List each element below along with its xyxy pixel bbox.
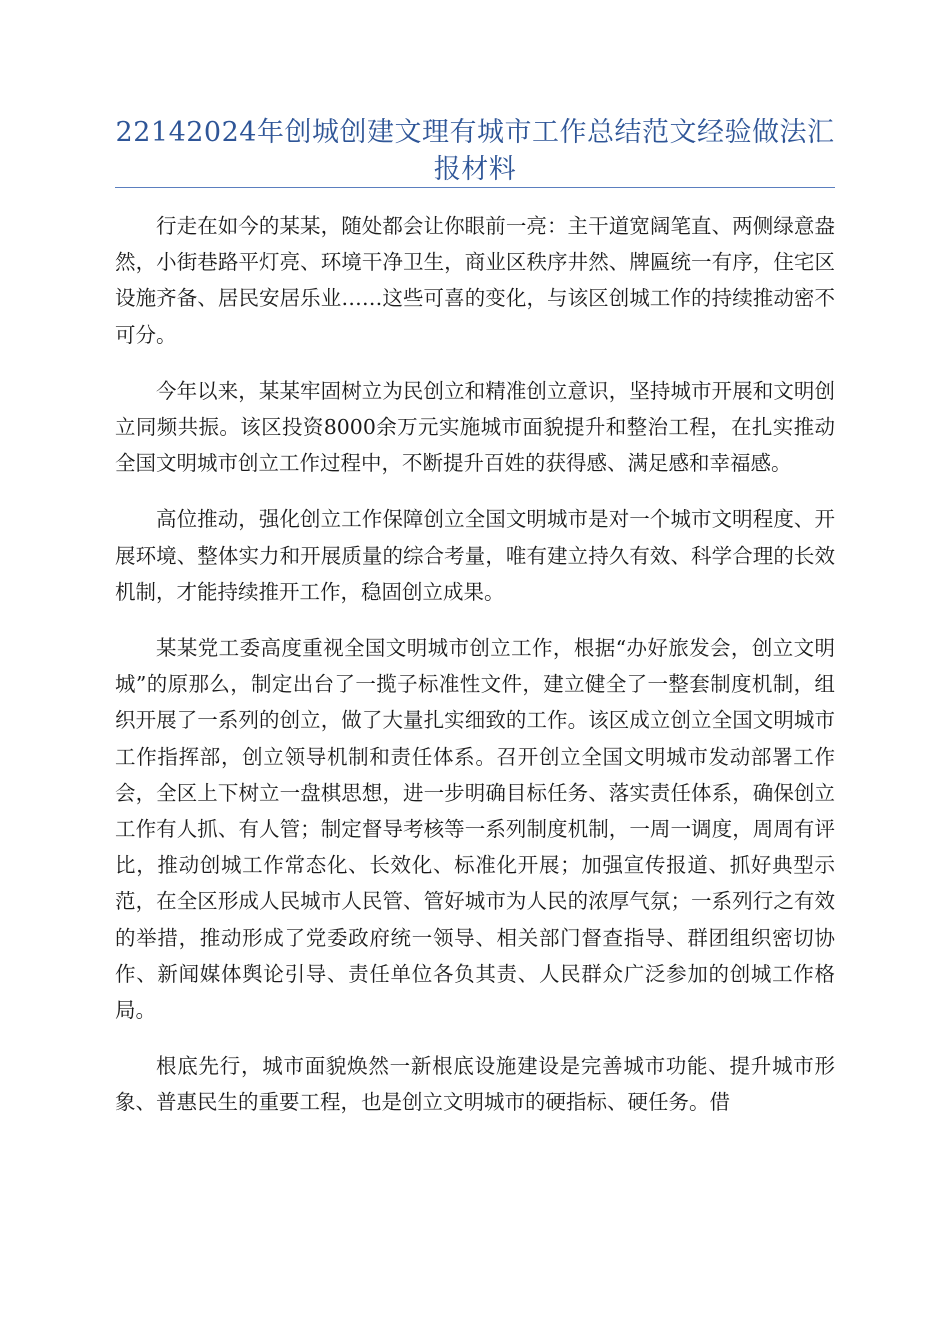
paragraph-4: 某某党工委高度重视全国文明城市创立工作，根据“办好旅发会，创立文明城”的原那么，制定出台了一揽子标准性文件，建立健全了一整套制度机制，组织开展了一系列的创立，做了大量扎实细致的工作。该区成立创立全国文明城市工作指挥部，创立领导机制和责任体系。召开创立全国文明城市发动部署工作会，全区上下树立一盘棋思想，进一步明确目标任务、落实责任体系，确保创立工作有人抓、有人管；制定督导考核等一系列制度机制，一周一调度，周周有评比，推动创城工作常态化、长效化、标准化开展；加强宣传报道、抓好典型示范，在全区形成人民城市人民管、管好城市为人民的浓厚气氛；一系列行之有效的举措，推动形成了党委政府统一领导、相关部门督查指导、群团组织密切协作、新闻媒体舆论引导、责任单位各负其责、人民群众广泛参加的创城工作格局。 (115, 636, 835, 1023)
paragraph-5: 根底先行，城市面貌焕然一新根底设施建设是完善城市功能、提升城市形象、普惠民生的重要工程，也是创立文明城市的硬指标、硬任务。借 (115, 1054, 835, 1115)
document-body (115, 208, 835, 1141)
paragraph-1: 行走在如今的某某，随处都会让你眼前一亮：主干道宽阔笔直、两侧绿意盎然，小街巷路平灯亮、环境干净卫生，商业区秩序井然、牌匾统一有序，住宅区设施齐备、居民安居乐业……这些可喜的变化，与该区创城工作的持续推动密不可分。 (115, 214, 835, 347)
title-underline (115, 187, 835, 188)
paragraph-3: 高位推动，强化创立工作保障创立全国文明城市是对一个城市文明程度、开展环境、整体实力和开展质量的综合考量，唯有建立持久有效、科学合理的长效机制，才能持续推开工作，稳固创立成果。 (115, 507, 835, 604)
paragraph-2: 今年以来，某某牢固树立为民创立和精准创立意识，坚持城市开展和文明创立同频共振。该区投资8000余万元实施城市面貌提升和整治工程，在扎实推动全国文明城市创立工作过程中，不断提升百姓的获得感、满足感和幸福感。 (115, 378, 835, 476)
title-block (115, 114, 835, 188)
document-title: 22142024年创城创建文理有城市工作总结范文经验做法汇报材料 (115, 117, 835, 185)
